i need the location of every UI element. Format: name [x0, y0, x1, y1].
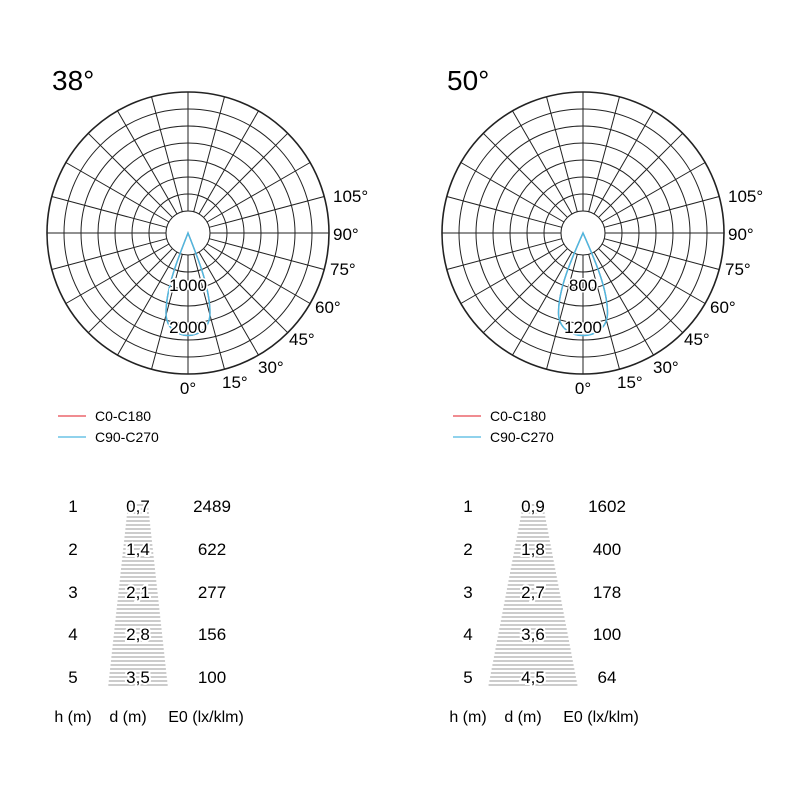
angle-label: 15° — [222, 373, 248, 392]
table-e0-value: 2489 — [193, 497, 231, 516]
polar-grid-spoke — [547, 254, 578, 369]
table-d-value: 3,5 — [126, 668, 150, 687]
polar-grid-spoke — [447, 197, 562, 228]
table-e0-value: 100 — [197, 668, 227, 687]
beam-angle-title: 38° — [52, 65, 95, 96]
table-h-value: 1 — [68, 497, 78, 516]
angle-label: 30° — [258, 358, 284, 377]
polar-grid-spoke — [204, 133, 288, 217]
table-e0-value: 178 — [592, 583, 622, 602]
angle-label: 105° — [728, 187, 764, 206]
angle-label: 45° — [684, 330, 710, 349]
table-d-value: 1,4 — [126, 540, 150, 559]
table-d-value: 4,5 — [521, 668, 545, 687]
angle-label: 30° — [653, 358, 679, 377]
table-header-d: d (m) — [109, 709, 147, 726]
angle-label: 0° — [574, 379, 592, 398]
table-header-e0: E0 (lx/klm) — [168, 709, 244, 726]
legend-label-c90-c270: C90-C270 — [490, 429, 554, 445]
angle-label: 60° — [710, 298, 736, 317]
angle-label: 15° — [617, 373, 643, 392]
table-header-h: h (m) — [54, 709, 92, 726]
table-h-value: 4 — [68, 625, 78, 644]
table-h-value: 2 — [68, 540, 78, 559]
polar-grid-spoke — [88, 249, 172, 333]
legend-label-c0-c180: C0-C180 — [95, 408, 152, 424]
polar-grid-spoke — [204, 249, 288, 333]
legend-label-c90-c270: C90-C270 — [95, 429, 159, 445]
panel-50 — [395, 0, 795, 800]
angle-label: 75° — [330, 260, 356, 279]
table-d-value: 2,8 — [126, 625, 150, 644]
polar-grid-spoke — [483, 133, 567, 217]
table-header-d: d (m) — [504, 709, 542, 726]
table-d-value: 2,1 — [126, 583, 150, 602]
polar-grid-spoke — [209, 197, 324, 228]
table-h-value: 5 — [463, 668, 473, 687]
table-h-value: 3 — [463, 583, 473, 602]
table-h-value: 2 — [463, 540, 473, 559]
table-header-e0: E0 (lx/klm) — [563, 709, 639, 726]
angle-label: 105° — [333, 187, 369, 206]
angle-label: 60° — [315, 298, 341, 317]
polar-grid-spoke — [52, 197, 167, 228]
table-h-value: 4 — [463, 625, 473, 644]
polar-grid-spoke — [599, 249, 683, 333]
polar-grid-spoke — [152, 97, 183, 212]
table-d-value: 3,6 — [521, 625, 545, 644]
table-d-value: 0,7 — [126, 497, 150, 516]
table-e0-value: 400 — [592, 540, 622, 559]
table-d-value: 1,8 — [521, 540, 545, 559]
legend-label-c0-c180: C0-C180 — [490, 408, 547, 424]
polar-grid-spoke — [604, 239, 719, 270]
table-h-value: 3 — [68, 583, 78, 602]
intensity-label: 1000 — [169, 276, 207, 295]
beam-angle-title: 50° — [447, 65, 490, 96]
polar-grid-spoke — [52, 239, 167, 270]
polar-grid-spoke — [152, 254, 183, 369]
intensity-label: 2000 — [169, 318, 207, 337]
table-e0-value: 100 — [592, 625, 622, 644]
table-h-value: 5 — [68, 668, 78, 687]
beam-chart-50 — [395, 0, 795, 800]
table-e0-value: 622 — [197, 540, 227, 559]
angle-label: 90° — [333, 225, 359, 244]
polar-grid-spoke — [447, 239, 562, 270]
table-e0-value: 64 — [597, 668, 617, 687]
table-header-h: h (m) — [449, 709, 487, 726]
polar-grid-spoke — [194, 97, 225, 212]
angle-label: 90° — [728, 225, 754, 244]
polar-grid-spoke — [589, 254, 620, 369]
table-e0-value: 1602 — [588, 497, 626, 516]
polar-grid-spoke — [88, 133, 172, 217]
polar-grid-spoke — [194, 254, 225, 369]
angle-label: 0° — [179, 379, 197, 398]
intensity-label: 1200 — [564, 318, 602, 337]
table-d-value: 0,9 — [521, 497, 545, 516]
polar-grid-spoke — [483, 249, 567, 333]
intensity-label: 800 — [568, 276, 598, 295]
polar-grid-spoke — [547, 97, 578, 212]
polar-grid-spoke — [604, 197, 719, 228]
table-h-value: 1 — [463, 497, 473, 516]
table-d-value: 2,7 — [521, 583, 545, 602]
angle-label: 45° — [289, 330, 315, 349]
table-e0-value: 156 — [197, 625, 227, 644]
polar-grid-spoke — [589, 97, 620, 212]
polar-grid-spoke — [209, 239, 324, 270]
angle-label: 75° — [725, 260, 751, 279]
table-e0-value: 277 — [197, 583, 227, 602]
polar-grid-spoke — [599, 133, 683, 217]
